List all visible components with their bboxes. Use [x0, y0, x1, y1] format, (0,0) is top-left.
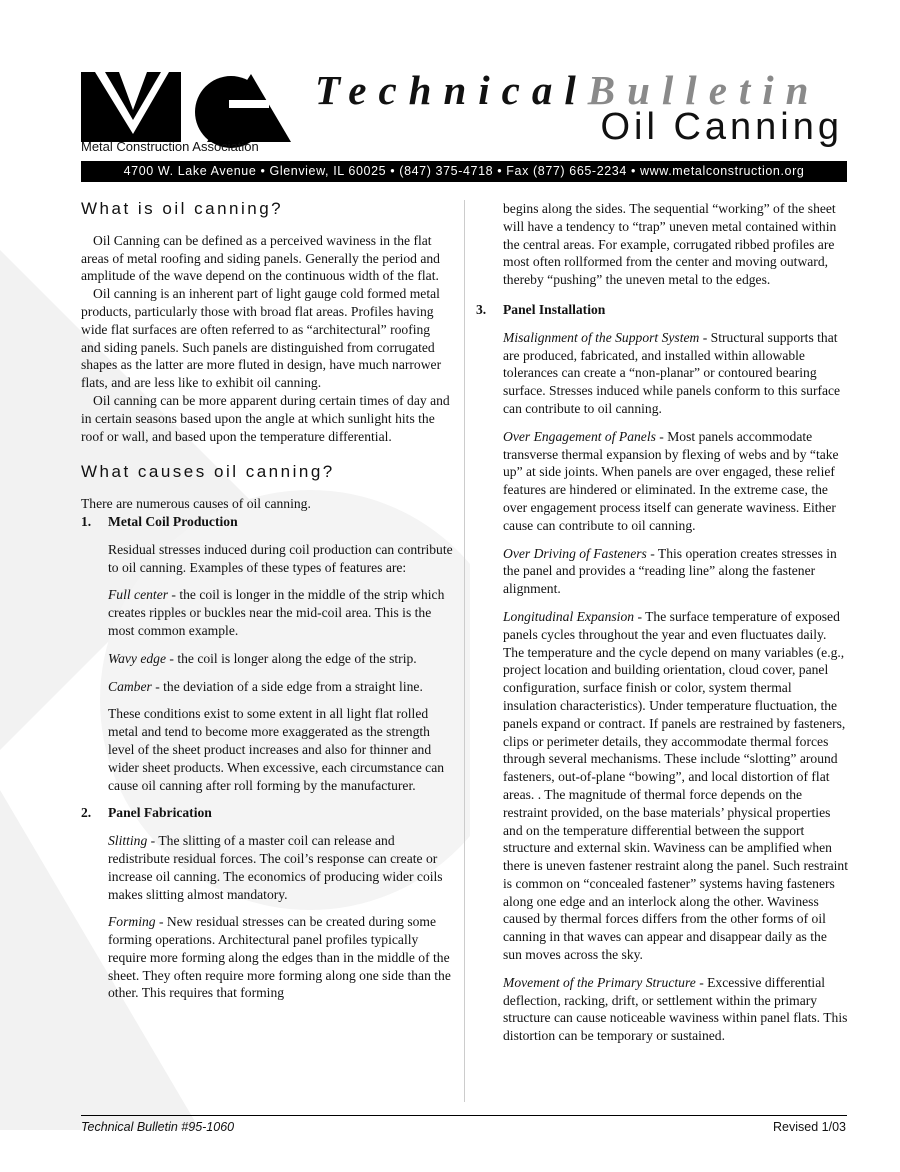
term-text: - The slitting of a master coil can release and redistribute residual forces. The coil’s response can create or increase oil canning. The economics of producing wider coils makes slitting almost mandatory.: [108, 833, 443, 902]
footer-rule: [81, 1115, 847, 1116]
paragraph: Oil canning can be more apparent during certain times of day and in certain seasons based upon the angle at which sunlight hits the roof or wall, and based upon the temperature differential.: [81, 392, 450, 444]
item-number: 3.: [476, 301, 487, 317]
term: Over Engagement of Panels: [503, 428, 656, 444]
paragraph: Oil canning is an inherent part of light gauge cold formed metal products, particularly those with broad flat areas. Profiles having wide flat surfaces are often referred to as “architectural” roofing and siding panels. Such panels are distinguished from corrugated shapes as the latter are more fluted in design, have much narrower flats, and are less like to exhibit oil canning.: [81, 286, 442, 391]
paragraph: begins along the sides. The sequential “working” of the sheet will have a tendency to “trap” uneven metal contained within the central areas. For example, corrugated ribbed profiles are most often rollformed from the center and moving outward, thereby “pushing” the uneven metal to the edges.: [503, 201, 837, 288]
paragraph: These conditions exist to some extent in all light flat rolled metal and tend to become more exaggerated as the strength level of the sheet product increases and also for thinner and wider sheet products. When excessive, each circumstance can cause oil canning after roll forming by the manufacturer.: [108, 706, 445, 793]
term-text: - the deviation of a side edge from a straight line.: [151, 678, 423, 694]
term-text: - the coil is longer along the edge of the strip.: [166, 650, 417, 666]
page-subtitle: Oil Canning: [600, 106, 843, 148]
term: Forming: [108, 914, 156, 930]
item-number: 2.: [81, 805, 92, 821]
term: Misalignment of the Support System: [503, 329, 700, 345]
term-text: - The surface temperature of exposed panels cycles throughout the year and even fluctuates daily. The temperature and the cycle depend on many variables (e.g., project location and building orientation, cloud cover, panel configuration, surface finish or color, system thermal insulation characteristics). Under temperature fluctuation, the panels expand or contract. If panels are restrained by fasteners, clips or perimeter details, they accommodate thermal forces through several mechanisms. These include “slotting” around fasteners, out-of-plane “bowing”, and local distortion of flat areas. . The magnitude of thermal force depends on the restraint provided, on the base materials’ physical properties and on the temperature differential between the support structure and external skin. Waviness can be amplified when there is uneven fastener restraint along the panel. Such restraint is common on “concealed fastener” systems having fasteners along one edge and an interlock along the other. Waviness caused by thermal forces differs from the other forms of oil canning in that waves can appear and disappear daily as the sun moves across the sky.: [503, 608, 849, 963]
definition-over-driving: [503, 545, 848, 598]
title-technical: Technical: [315, 67, 588, 113]
term-text: - Most panels accommodate transverse thermal expansion by flexing of webs and by “take up” at side joints. When panels are over engaged, these relief features are hindered or eliminated. In the extreme case, the over engagement process itself can generate waviness. Either cause can contribute to oil canning.: [503, 428, 839, 533]
address-bar: 4700 W. Lake Avenue • Glenview, IL 60025 • (847) 375-4718 • Fax (877) 665-2234 • www.metalconstruction.org: [81, 161, 847, 182]
term-text: - Excessive differential deflection, racking, drift, or settlement within the primary structure can cause noticeable waviness within panel flats. This distortion can be temporary or sustained.: [503, 974, 848, 1044]
left-column: [81, 200, 453, 1002]
term: Full center: [108, 587, 169, 603]
right-column: [476, 200, 848, 1045]
term-text: - New residual stresses can be created during some forming operations. Architectural panel profiles typically require more forming along the edges than in the middle of the sheet. They often require more forming along one side than the other. This requires that forming: [108, 914, 451, 1001]
cause-item-2-continued: [476, 200, 848, 289]
definition-wavy-edge: [108, 650, 453, 668]
section-heading-what-is: What is oil canning?: [81, 199, 284, 218]
paragraph: Oil Canning can be defined as a perceived waviness in the flat areas of metal roofing and siding panels. Generally the period and amplitude of the wave depend on the continuous width of the flat.: [81, 232, 440, 284]
cause-item-2: [81, 804, 453, 1002]
cause-item-3: [476, 301, 848, 1045]
term-text: - This operation creates stresses in the panel and provides a “reading line” along the fastener alignment.: [503, 545, 837, 597]
paragraph: Residual stresses induced during coil production can contribute to oil canning. Examples of these types of features are:: [108, 541, 453, 575]
term: Over Driving of Fasteners: [503, 545, 647, 561]
bulletin-number: Technical Bulletin #95-1060: [81, 1120, 235, 1134]
revision-date: Revised 1/03: [773, 1120, 846, 1134]
paragraph: There are numerous causes of oil canning.: [81, 496, 311, 512]
item-number: 1.: [81, 513, 92, 529]
section-heading-what-causes: What causes oil canning?: [81, 462, 335, 482]
item-title: Panel Installation: [503, 301, 606, 317]
definition-slitting: [108, 832, 453, 903]
term: Wavy edge: [108, 650, 166, 666]
definition-camber: [108, 678, 453, 696]
item-title: Panel Fabrication: [108, 805, 212, 821]
definition-over-engagement: [503, 428, 848, 535]
term: Camber: [108, 678, 152, 694]
definition-forming: [108, 913, 453, 1002]
column-divider: [464, 200, 465, 1102]
term: Longitudinal Expansion: [503, 608, 635, 624]
logo-caption: Metal Construction Association: [81, 139, 259, 154]
term: Slitting: [108, 833, 148, 849]
title-bulletin: Bulletin: [587, 67, 821, 113]
cause-item-1: [81, 513, 453, 794]
term-text: - Structural supports that are produced, fabricated, and installed within allowable tolerances can create a “non-planar” or contoured bearing surface. Stresses induced while panels conform to this surface can contribute to oil canning.: [503, 329, 841, 416]
definition-longitudinal-expansion: [503, 608, 848, 964]
term-text: - the coil is longer in the middle of the strip which creates ripples or buckles near the mid-coil area. This is the most common example.: [108, 587, 445, 638]
term: Movement of the Primary Structure: [503, 974, 696, 990]
definition-full-center: [108, 586, 453, 639]
item-title: Metal Coil Production: [108, 513, 238, 529]
definition-misalignment: [503, 329, 848, 418]
definition-primary-structure: [503, 974, 848, 1045]
